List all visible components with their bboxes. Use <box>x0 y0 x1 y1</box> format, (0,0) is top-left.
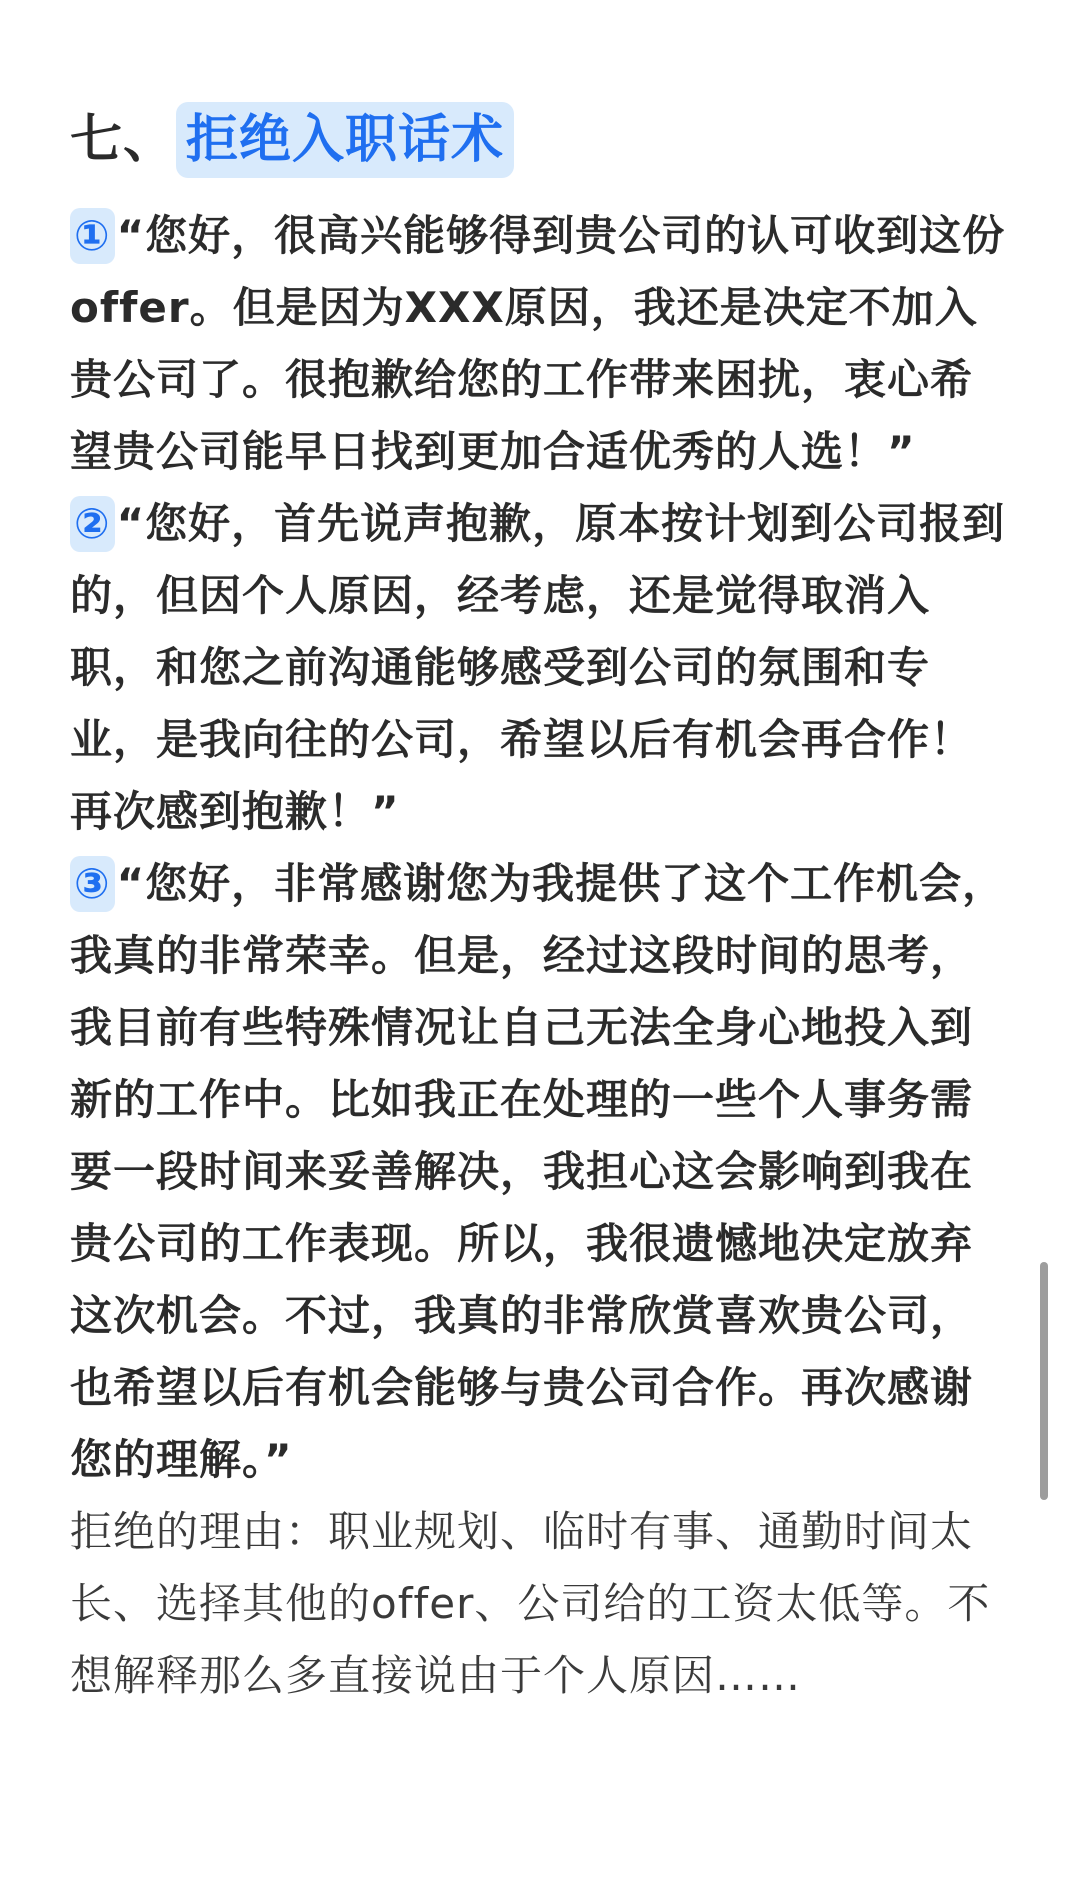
number-badge-2: ② <box>70 496 115 552</box>
script-paragraph-1 <box>70 200 1010 488</box>
paragraph-text-2: “您好，首先说声抱歉，原本按计划到公司报到的，但因个人原因，经考虑，还是觉得取消入职，和您之前沟通能够感受到公司的氛围和专业，是我向往的公司，希望以后有机会再合作！再次感到抱歉！” <box>70 499 1006 836</box>
section-heading <box>70 100 1010 192</box>
script-paragraph-2 <box>70 488 1010 848</box>
number-badge-1: ① <box>70 208 115 264</box>
document-page <box>70 100 1010 1712</box>
script-paragraph-3 <box>70 848 1010 1496</box>
heading-highlight: 拒绝入职话术 <box>176 102 514 178</box>
heading-prefix: 七、 <box>70 110 177 170</box>
scrollbar[interactable] <box>1040 1262 1048 1500</box>
number-badge-3: ③ <box>70 856 115 912</box>
paragraph-text-1: “您好，很高兴能够得到贵公司的认可收到这份offer。但是因为XXX原因，我还是决定不加入贵公司了。很抱歉给您的工作带来困扰，衷心希望贵公司能早日找到更加合适优秀的人选！” <box>70 211 1006 476</box>
paragraph-text-3: “您好，非常感谢您为我提供了这个工作机会，我真的非常荣幸。但是，经过这段时间的思考，我目前有些特殊情况让自己无法全身心地投入到新的工作中。比如我正在处理的一些个人事务需要一段时间来妥善解决，我担心这会影响到我在贵公司的工作表现。所以，我很遗憾地决定放弃这次机会。不过，我真的非常欣赏喜欢贵公司，也希望以后有机会能够与贵公司合作。再次感谢您的理解。” <box>70 859 1006 1484</box>
rejection-reasons: 拒绝的理由：职业规划、临时有事、通勤时间太长、选择其他的offer、公司给的工资太低等。不想解释那么多直接说由于个人原因…… <box>70 1507 991 1700</box>
